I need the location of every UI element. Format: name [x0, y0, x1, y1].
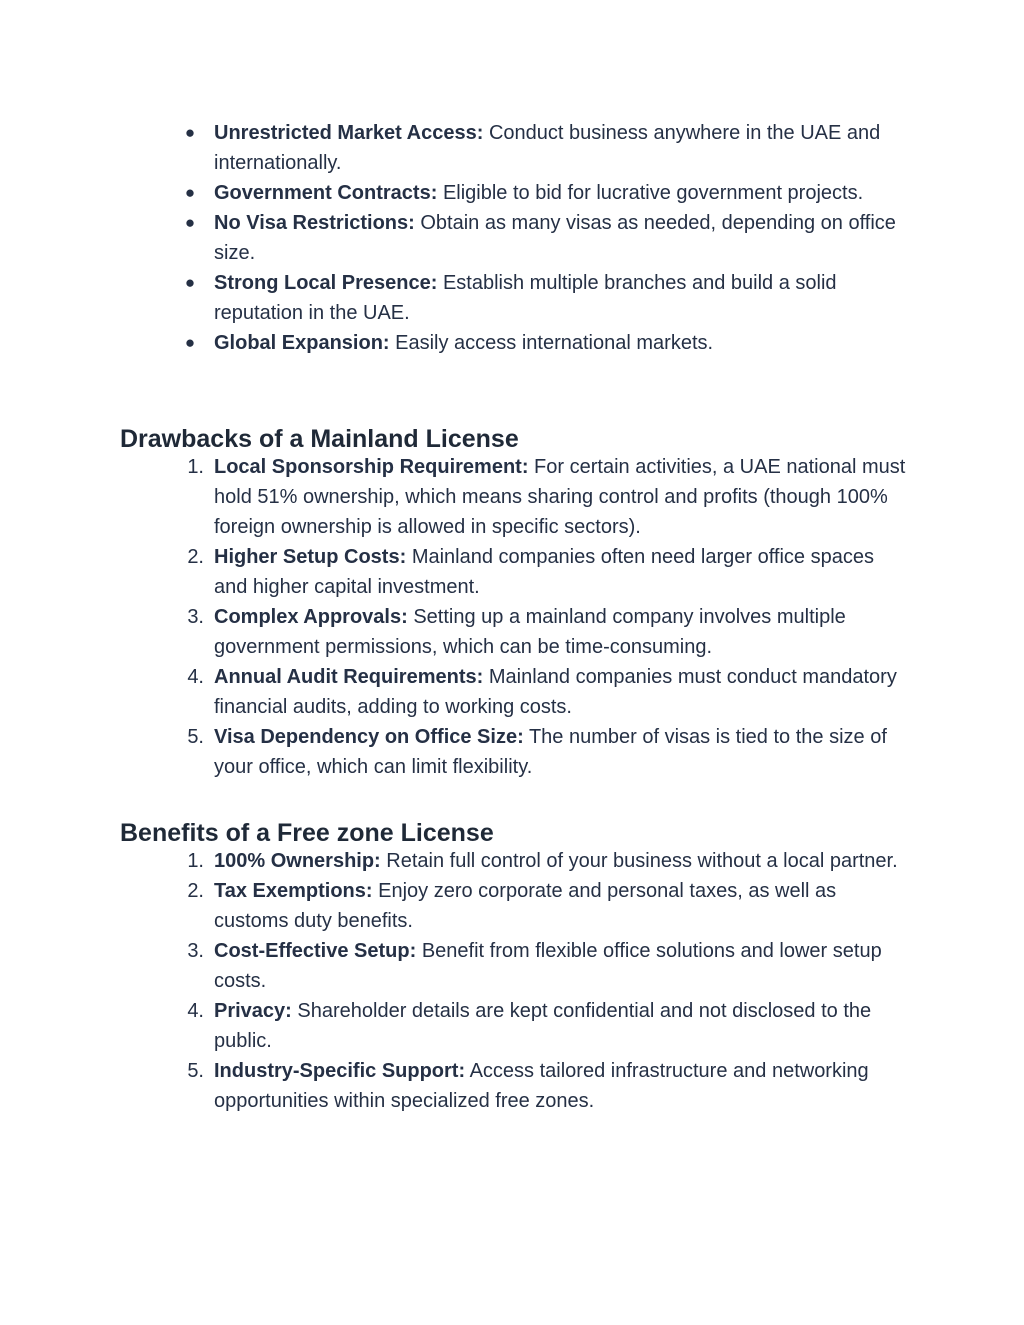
- list-number: 3.: [187, 606, 204, 628]
- item-text: Retain full control of your business without a local partner.: [386, 850, 898, 872]
- list-number: 2.: [187, 546, 204, 568]
- item-title: Strong Local Presence:: [214, 272, 438, 294]
- list-number: 4.: [187, 666, 204, 688]
- list-number: 5.: [187, 1060, 204, 1082]
- list-item: [0, 1056, 1024, 1116]
- list-number: 5.: [187, 726, 204, 748]
- list-item: [0, 996, 1024, 1056]
- bullet-marker: ●: [184, 273, 196, 292]
- item-title: Cost-Effective Setup:: [214, 940, 417, 962]
- list-number: 1.: [187, 850, 204, 872]
- item-title: 100% Ownership:: [214, 850, 381, 872]
- item-text: Establish multiple branches and build a solid reputation in the UAE.: [214, 272, 837, 324]
- list-item: [0, 876, 1024, 936]
- list-item: [0, 452, 1024, 542]
- item-text: Enjoy zero corporate and personal taxes, as well as customs duty benefits.: [214, 880, 837, 932]
- item-text: Conduct business anywhere in the UAE and internationally.: [214, 122, 881, 174]
- item-text: Benefit from flexible office solutions and lower setup costs.: [214, 940, 882, 992]
- item-text: Setting up a mainland company involves multiple government permissions, which can be time-consuming.: [214, 606, 846, 658]
- list-item: [0, 178, 1024, 208]
- list-item: [0, 208, 1024, 268]
- benefits-heading: Benefits of a Free zone License: [120, 819, 494, 847]
- item-title: Unrestricted Market Access:: [214, 122, 484, 144]
- list-item: [0, 118, 1024, 178]
- item-text: The number of visas is tied to the size of your office, which can limit flexibility.: [214, 726, 887, 778]
- drawbacks-heading: Drawbacks of a Mainland License: [120, 425, 519, 453]
- list-item: [0, 268, 1024, 328]
- drawbacks-list: [0, 452, 1024, 782]
- item-title: Complex Approvals:: [214, 606, 408, 628]
- bullet-marker: ●: [184, 213, 196, 232]
- list-item: [0, 542, 1024, 602]
- list-number: 4.: [187, 1000, 204, 1022]
- list-number: 1.: [187, 456, 204, 478]
- item-title: Local Sponsorship Requirement:: [214, 456, 529, 478]
- item-text: Obtain as many visas as needed, depending on office size.: [214, 212, 896, 264]
- list-item: [0, 328, 1024, 358]
- item-text: Easily access international markets.: [395, 332, 714, 354]
- list-item: [0, 846, 1024, 876]
- mainland-advantages-list: [0, 118, 1024, 358]
- item-text: Mainland companies must conduct mandatory financial audits, adding to working costs.: [214, 666, 897, 718]
- item-title: Tax Exemptions:: [214, 880, 373, 902]
- benefits-list: [0, 846, 1024, 1116]
- item-text: Eligible to bid for lucrative government projects.: [442, 182, 864, 204]
- item-title: Government Contracts:: [214, 182, 438, 204]
- bullet-marker: ●: [184, 333, 196, 352]
- bullet-marker: ●: [184, 183, 196, 202]
- item-title: Privacy:: [214, 1000, 292, 1022]
- list-item: [0, 936, 1024, 996]
- item-title: Higher Setup Costs:: [214, 546, 407, 568]
- item-title: Industry-Specific Support:: [214, 1060, 466, 1082]
- item-text: Access tailored infrastructure and networking opportunities within specialized free zones.: [214, 1060, 869, 1112]
- bullet-marker: ●: [184, 123, 196, 142]
- item-text: For certain activities, a UAE national must hold 51% ownership, which means sharing control and profits (though 100% foreign ownership is allowed in specific sectors).: [214, 456, 906, 538]
- item-title: Visa Dependency on Office Size:: [214, 726, 524, 748]
- item-title: Global Expansion:: [214, 332, 390, 354]
- list-item: [0, 722, 1024, 782]
- item-text: Shareholder details are kept confidential and not disclosed to the public.: [214, 1000, 872, 1052]
- item-text: Mainland companies often need larger office spaces and higher capital investment.: [214, 546, 874, 598]
- item-title: No Visa Restrictions:: [214, 212, 415, 234]
- item-title: Annual Audit Requirements:: [214, 666, 484, 688]
- list-number: 3.: [187, 940, 204, 962]
- list-number: 2.: [187, 880, 204, 902]
- list-item: [0, 662, 1024, 722]
- list-item: [0, 602, 1024, 662]
